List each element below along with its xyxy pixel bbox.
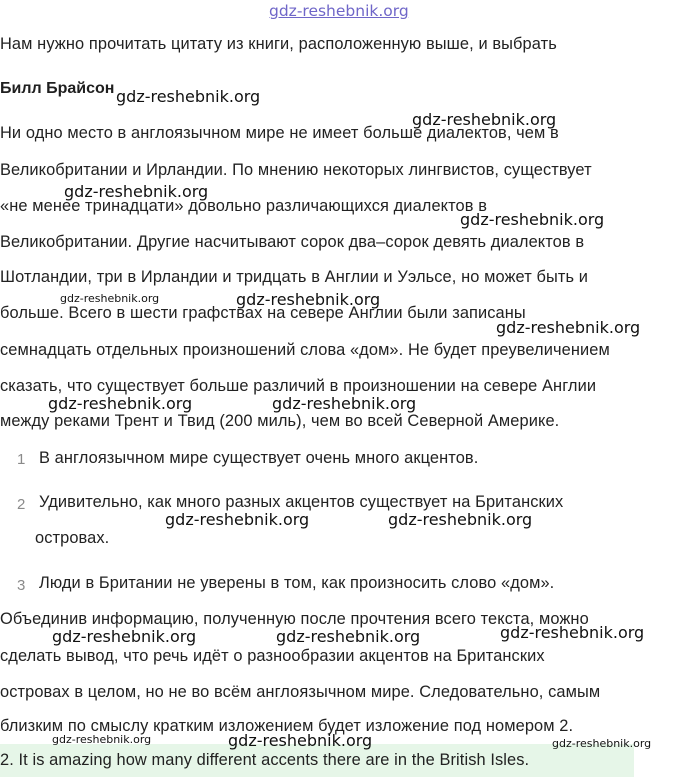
watermark: gdz-reshebnik.org bbox=[52, 733, 152, 746]
watermark: gdz-reshebnik.org bbox=[388, 510, 533, 529]
option-text: островах. bbox=[35, 529, 110, 547]
conclusion-line: Объединив информацию, полученную после прочтения всего текста, можно bbox=[0, 610, 589, 628]
passage-line: «не менее тринадцати» довольно различающихся диалектов в bbox=[0, 197, 488, 215]
watermark: gdz-reshebnik.org bbox=[64, 182, 209, 201]
quote-author: Билл Брайсон bbox=[0, 80, 115, 97]
option-text: В англоязычном мире существует очень много акцентов. bbox=[39, 449, 479, 467]
option-number: 3 bbox=[17, 577, 26, 594]
watermark: gdz-reshebnik.org bbox=[52, 627, 197, 646]
passage-line: сказать, что существует больше различий в произношении на севере Англии bbox=[0, 377, 597, 395]
watermark: gdz-reshebnik.org bbox=[412, 110, 557, 129]
watermark: gdz-reshebnik.org bbox=[228, 731, 373, 750]
passage-line: Шотландии, три в Ирландии и тридцать в Англии и Уэльсе, но может быть и bbox=[0, 268, 589, 286]
watermark: gdz-reshebnik.org bbox=[272, 394, 417, 413]
conclusion-line: близким по смыслу кратким изложением будет изложение под номером 2. bbox=[0, 717, 574, 735]
watermark: gdz-reshebnik.org bbox=[116, 87, 261, 106]
watermark: gdz-reshebnik.org bbox=[60, 292, 160, 305]
conclusion-line: островах в целом, но не во всём англоязычном мире. Следовательно, самым bbox=[0, 683, 601, 701]
passage-line: больше. Всего в шести графствах на севере Англии были записаны bbox=[0, 304, 526, 322]
watermark: gdz-reshebnik.org bbox=[276, 627, 421, 646]
passage-line: Великобритании. Другие насчитывают сорок два–сорок девять диалектов в bbox=[0, 233, 585, 251]
watermark: gdz-reshebnik.org bbox=[500, 623, 645, 642]
option-number: 2 bbox=[17, 496, 26, 513]
watermark: gdz-reshebnik.org bbox=[48, 394, 193, 413]
option-text: Люди в Британии не уверены в том, как произносить слово «дом». bbox=[39, 574, 555, 592]
passage-line: Ни одно место в англоязычном мире не имеет больше диалектов, чем в bbox=[0, 124, 559, 142]
intro-text: Нам нужно прочитать цитату из книги, расположенную выше, и выбрать bbox=[0, 35, 557, 53]
answer-text: 2. It is amazing how many different accents there are in the British Isles. bbox=[0, 751, 530, 769]
watermark: gdz-reshebnik.org bbox=[552, 737, 652, 750]
watermark: gdz-reshebnik.org bbox=[496, 318, 641, 337]
passage-line: Великобритании и Ирландии. По мнению некоторых лингвистов, существует bbox=[0, 161, 592, 179]
watermark: gdz-reshebnik.org bbox=[165, 510, 310, 529]
passage-line: семнадцать отдельных произношений слова «дом». Не будет преувеличением bbox=[0, 341, 610, 359]
option-text: Удивительно, как много разных акцентов существует на Британских bbox=[39, 493, 564, 511]
option-number: 1 bbox=[17, 451, 26, 468]
header-watermark-link[interactable]: gdz-reshebnik.org bbox=[269, 2, 409, 20]
watermark: gdz-reshebnik.org bbox=[460, 210, 605, 229]
passage-line: между реками Трент и Твид (200 миль), чем во всей Северной Америке. bbox=[0, 412, 560, 430]
conclusion-line: сделать вывод, что речь идёт о разнообразии акцентов на Британских bbox=[0, 647, 545, 665]
watermark: gdz-reshebnik.org bbox=[236, 290, 381, 309]
